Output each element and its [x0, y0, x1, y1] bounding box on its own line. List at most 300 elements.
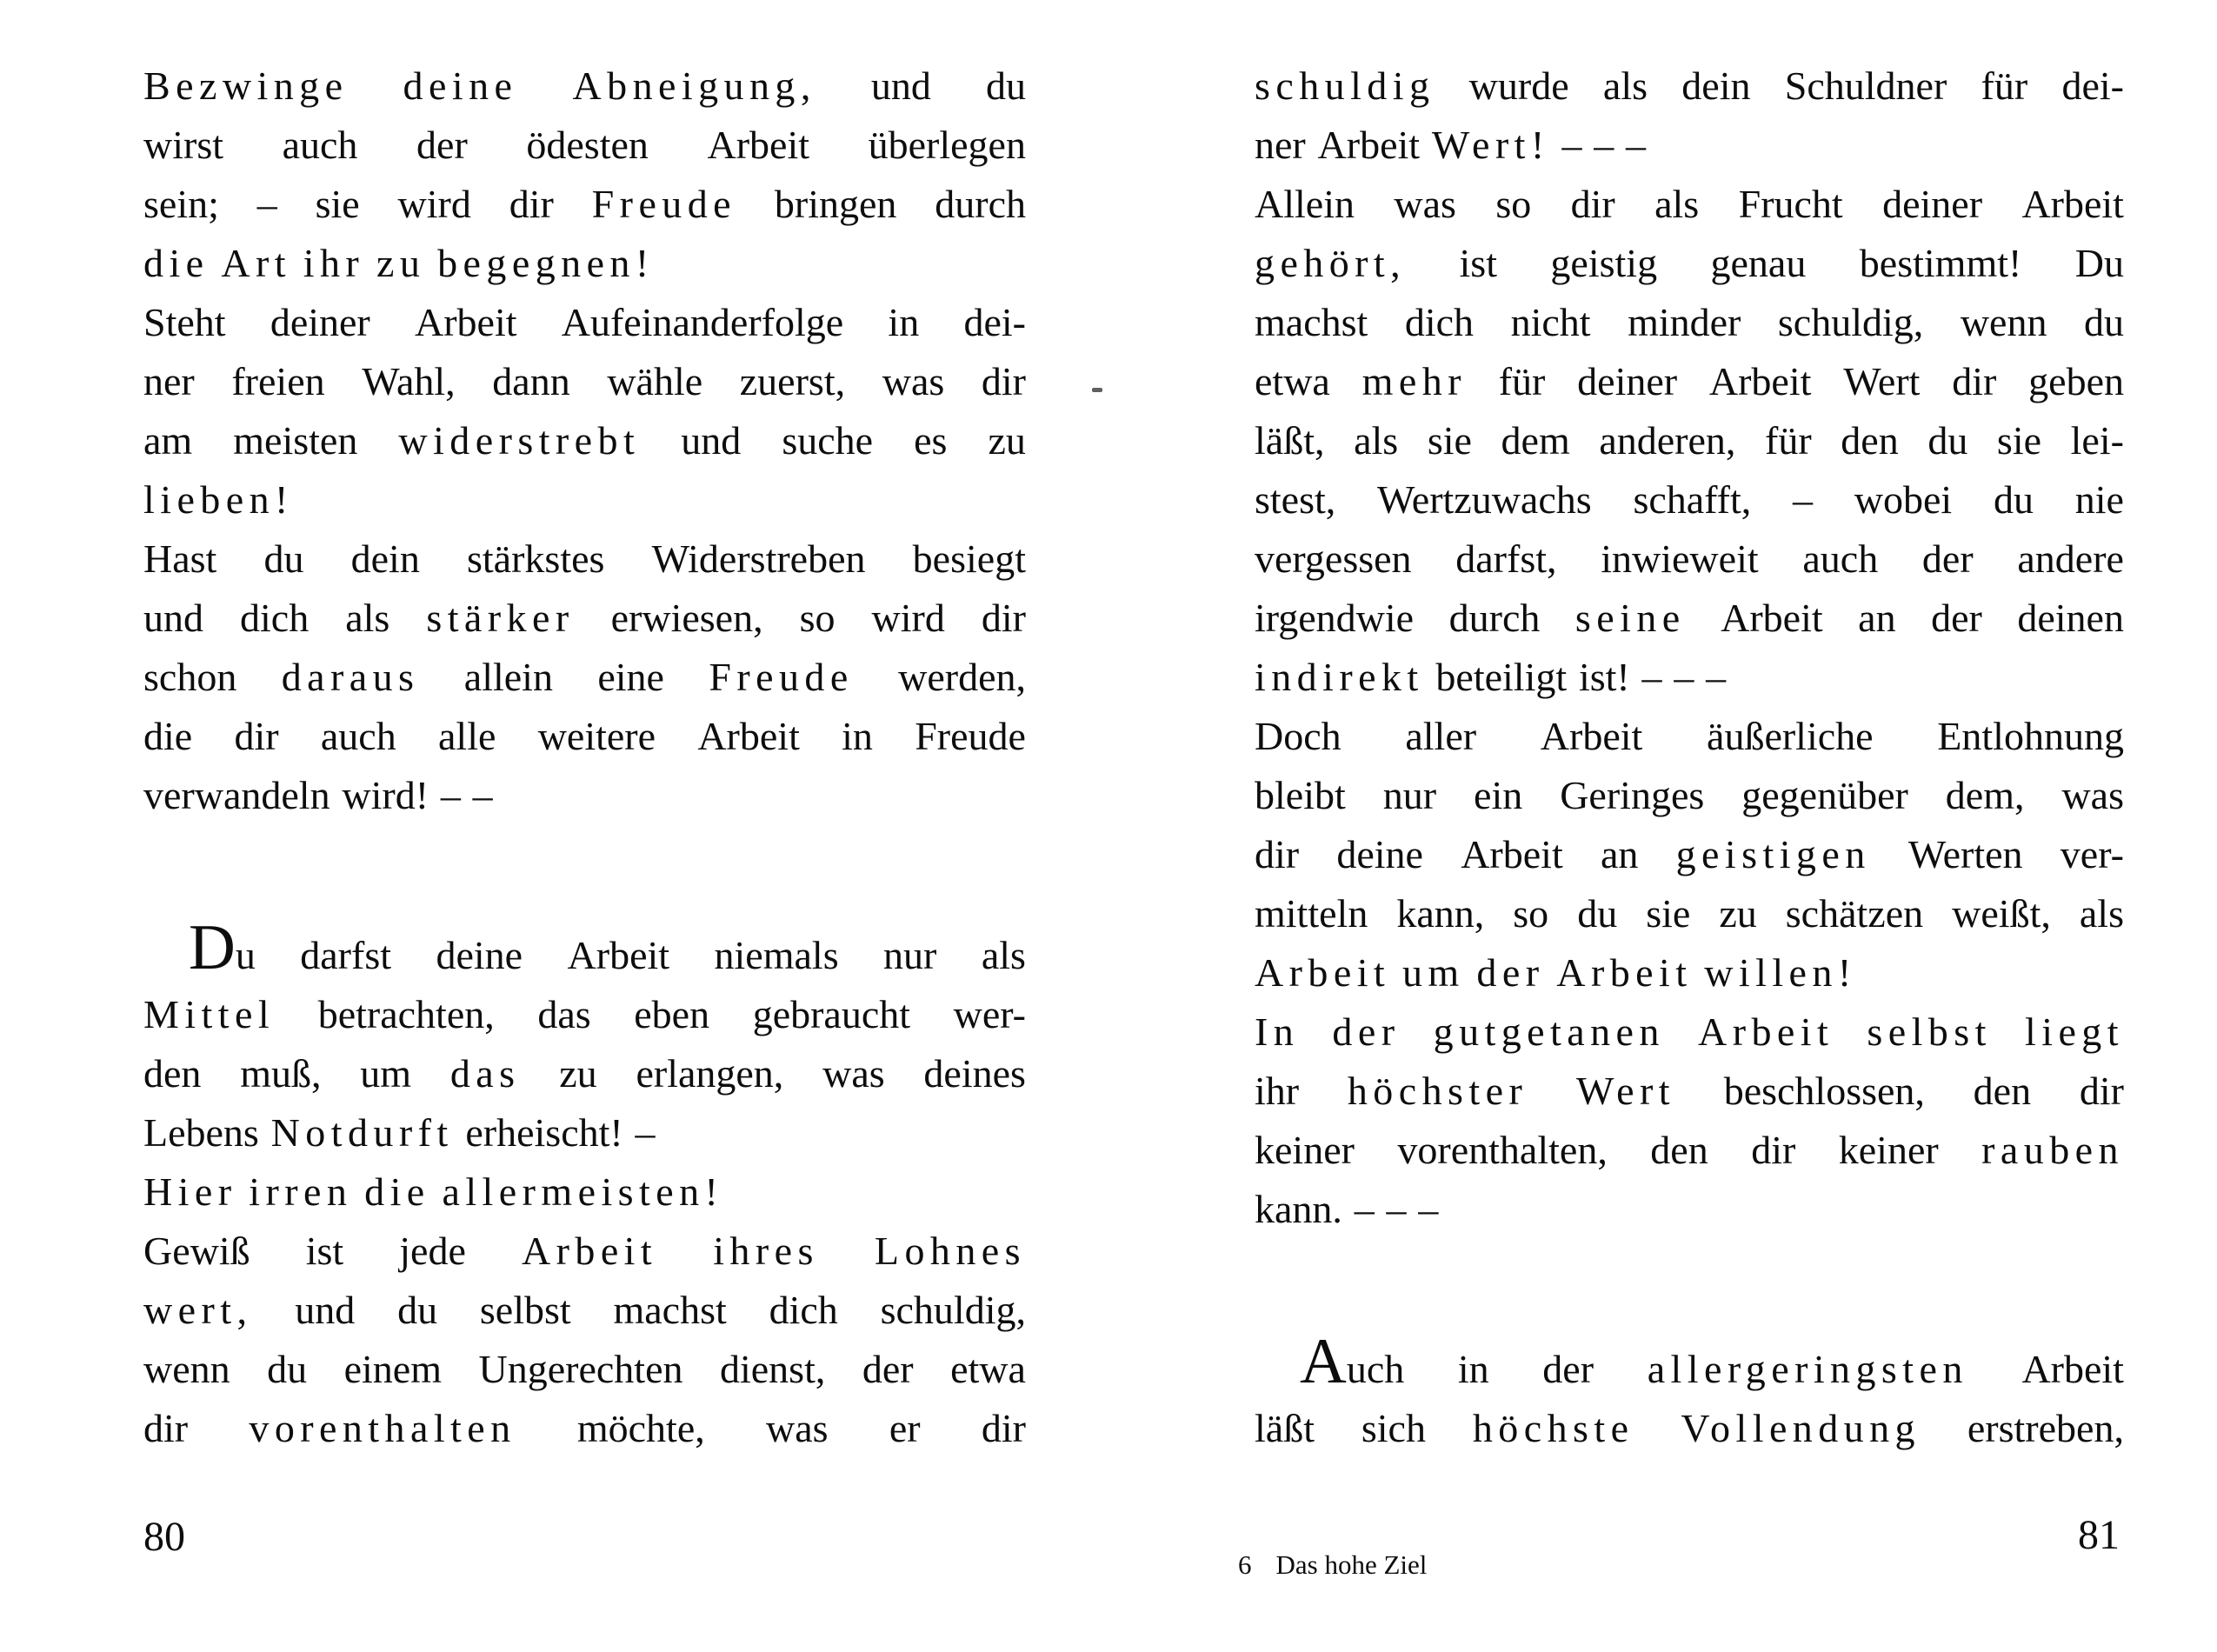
word: den: [143, 1051, 202, 1096]
word: –: [472, 773, 493, 817]
word: dei-: [963, 300, 1026, 344]
word: Auch: [1300, 1326, 1405, 1397]
word: darfst: [300, 933, 392, 977]
word: Bezwinge: [143, 63, 349, 108]
word: als: [345, 596, 390, 640]
enlarged-initial: A: [1300, 1326, 1347, 1397]
word: zu: [559, 1051, 597, 1096]
word: höchster: [1347, 1069, 1528, 1113]
word: ihr: [1255, 1069, 1300, 1113]
word: auch: [1802, 536, 1879, 581]
word: Allein: [1255, 182, 1355, 226]
word: Wertzuwachs: [1377, 477, 1592, 522]
word: beschlossen,: [1723, 1069, 1925, 1113]
word: was: [822, 1051, 885, 1096]
word: allermeisten!: [442, 1169, 724, 1214]
word: vorenthalten: [249, 1406, 516, 1450]
word: eben: [634, 992, 710, 1036]
text-line: [143, 1346, 1026, 1405]
word: nur: [883, 933, 937, 977]
word: widerstrebt: [398, 418, 641, 463]
word: du: [985, 63, 1026, 108]
word: Wert!: [1431, 123, 1550, 167]
word: sein;: [143, 182, 219, 226]
text-line: [1255, 299, 2124, 358]
word: besiegt: [912, 536, 1026, 581]
word: auch: [320, 714, 396, 758]
text-line: [1255, 1186, 2124, 1245]
word: dir: [1952, 359, 1997, 403]
word: du: [263, 536, 304, 581]
word: –: [1706, 655, 1727, 699]
word: alle: [438, 714, 496, 758]
word: minder: [1628, 300, 1741, 344]
word: gutgetanen: [1433, 1009, 1665, 1054]
word: was: [2061, 773, 2124, 817]
word: möchte,: [576, 1406, 705, 1450]
word: die: [364, 1169, 430, 1214]
word: nicht: [1510, 300, 1591, 344]
word: als: [2079, 891, 2124, 936]
text-line: [143, 595, 1026, 654]
word: dir: [509, 182, 554, 226]
word: deine: [403, 63, 518, 108]
word: lieben!: [143, 477, 294, 522]
word: irgendwie: [1255, 596, 1415, 640]
word: mehr: [1361, 359, 1467, 403]
word: Arbeit: [697, 714, 800, 758]
text-line: [1255, 536, 2124, 595]
word: dich: [1404, 300, 1475, 344]
word: dir: [1255, 832, 1300, 876]
word: für: [1981, 63, 2028, 108]
word: schon: [143, 655, 237, 699]
text-line: [1255, 417, 2124, 476]
text-line: [143, 772, 1026, 831]
word: Vollendung: [1681, 1406, 1921, 1450]
word: Wahl,: [362, 359, 456, 403]
text-line: [1255, 240, 2124, 299]
word: am: [143, 418, 193, 463]
word: –: [1354, 1187, 1375, 1231]
word: betrachten,: [317, 992, 495, 1036]
word: Arbeit: [1698, 1009, 1834, 1054]
word: vergessen: [1255, 536, 1412, 581]
word: –: [440, 773, 461, 817]
text-line: [1255, 1009, 2124, 1068]
word: den: [1650, 1128, 1708, 1172]
text-line: [143, 1109, 1026, 1169]
word: –: [1418, 1187, 1439, 1231]
word: liegt: [2025, 1009, 2124, 1054]
text-line: [1255, 1326, 2124, 1405]
word: das: [449, 1051, 521, 1096]
word: sie: [315, 182, 360, 226]
word: den: [1973, 1069, 2032, 1113]
text-line: [1255, 1127, 2124, 1186]
word: läßt: [1255, 1406, 1315, 1450]
word: keiner: [1838, 1128, 1939, 1172]
enlarged-initial: D: [189, 912, 236, 983]
word: wurde: [1468, 63, 1569, 108]
word: keiner: [1255, 1128, 1355, 1172]
word: äußerliche: [1707, 714, 1874, 758]
word: Aufeinanderfolge: [561, 300, 844, 344]
word: schätzen: [1785, 891, 1924, 936]
word: gebraucht: [752, 992, 911, 1036]
word: der: [1542, 1347, 1595, 1391]
word: als: [1602, 63, 1648, 108]
word: Werten: [1907, 832, 2023, 876]
word: Frucht: [1738, 182, 1843, 226]
word: wer-: [953, 992, 1026, 1036]
word: werden,: [898, 655, 1026, 699]
word: für: [1765, 418, 1812, 463]
word: selbst: [479, 1288, 571, 1332]
word: Freude: [591, 182, 737, 226]
word: kann,: [1396, 891, 1485, 936]
word: Steht: [143, 300, 226, 344]
text-line: [1255, 772, 2124, 831]
word: dir: [1570, 182, 1615, 226]
text-line: [143, 1050, 1026, 1109]
word: deinen: [2017, 596, 2124, 640]
word: –: [1626, 123, 1647, 167]
word: zu: [376, 241, 426, 285]
word: deine: [436, 933, 523, 977]
word: die: [143, 241, 210, 285]
word: an: [1858, 596, 1896, 640]
word: etwa: [950, 1347, 1026, 1391]
word: zu: [1719, 891, 1757, 936]
word: wenn: [143, 1347, 230, 1391]
word: Hast: [143, 536, 217, 581]
word: dir: [2079, 1069, 2124, 1113]
word: dir: [1751, 1128, 1796, 1172]
word: ist!: [1578, 655, 1630, 699]
word: Arbeit: [1255, 950, 1391, 995]
word: –: [635, 1110, 656, 1155]
word: höchste: [1472, 1406, 1634, 1450]
word: Geringes: [1560, 773, 1705, 817]
text-line: [143, 122, 1026, 181]
paragraph: [1255, 63, 2124, 1245]
text-line: [1255, 476, 2124, 536]
word: Arbeit: [521, 1229, 658, 1273]
word: willen!: [1704, 950, 1857, 995]
word: so: [1495, 182, 1532, 226]
word: so: [799, 596, 836, 640]
word: Arbeit: [1708, 359, 1812, 403]
word: deiner: [1882, 182, 1983, 226]
word: bestimmt!: [1859, 241, 2022, 285]
text-line: [1255, 831, 2124, 890]
word: muß,: [240, 1051, 322, 1096]
word: dir: [143, 1406, 189, 1450]
word: in: [842, 714, 873, 758]
text-line: [143, 713, 1026, 772]
paragraph: [143, 63, 1026, 831]
text-line: [1255, 1068, 2124, 1127]
word: wird!: [342, 773, 429, 817]
text-line: [1255, 1405, 2124, 1464]
word: gehört,: [1255, 241, 1407, 285]
word: dem,: [1945, 773, 2025, 817]
word: wert,: [143, 1288, 253, 1332]
word: weißt,: [1952, 891, 2051, 936]
word: Doch: [1255, 714, 1342, 758]
word: –: [256, 182, 277, 226]
word: ver-: [2060, 832, 2124, 876]
word: du: [397, 1288, 438, 1332]
word: Arbeit: [707, 123, 809, 167]
text-line: [143, 240, 1026, 299]
word: dann: [492, 359, 570, 403]
word: dir: [981, 1406, 1026, 1450]
word: der: [1931, 596, 1982, 640]
paragraph: [1255, 1326, 2124, 1464]
word: Wert: [1843, 359, 1921, 403]
text-line: [1255, 181, 2124, 240]
word: freien: [231, 359, 325, 403]
word: gegenüber: [1741, 773, 1908, 817]
word: seine: [1575, 596, 1686, 640]
text-line: [143, 299, 1026, 358]
word: –: [1793, 477, 1814, 522]
word: schafft,: [1633, 477, 1752, 522]
text-line: [143, 63, 1026, 122]
text-line: [143, 1405, 1026, 1464]
text-line: [143, 181, 1026, 240]
word: was: [882, 359, 945, 403]
word: vorenthalten,: [1397, 1128, 1608, 1172]
text-line: [1255, 654, 2124, 713]
word: was: [1394, 182, 1456, 226]
word: Gewiß: [143, 1229, 250, 1273]
word: der: [1332, 1009, 1401, 1054]
word: deine: [1336, 832, 1423, 876]
word: nie: [2074, 477, 2124, 522]
word: jede: [399, 1229, 466, 1273]
word: mitteln: [1255, 891, 1368, 936]
word: –: [1674, 655, 1694, 699]
text-line: [143, 536, 1026, 595]
word: schuldig: [1255, 63, 1435, 108]
word: läßt,: [1255, 418, 1325, 463]
word: ner: [1255, 123, 1306, 167]
word: selbst: [1867, 1009, 1992, 1054]
word: ödesten: [526, 123, 649, 167]
word: Arbeit: [2021, 182, 2124, 226]
word: dir: [981, 596, 1026, 640]
right-page-text: [1255, 63, 2124, 1464]
word: Hier: [143, 1169, 237, 1214]
text-line: [143, 1228, 1026, 1287]
word: auch: [282, 123, 358, 167]
word: dein: [350, 536, 420, 581]
word: deiner: [1577, 359, 1678, 403]
word: sie: [1646, 891, 1691, 936]
word: der: [862, 1347, 914, 1391]
paragraph: [143, 912, 1026, 1464]
word: sie: [1996, 418, 2042, 463]
ink-speck: [1092, 388, 1102, 392]
word: weitere: [537, 714, 656, 758]
word: Freude: [709, 655, 854, 699]
word: erstreben,: [1967, 1406, 2124, 1450]
word: Arbeit: [1556, 950, 1693, 995]
word: allergeringsten: [1647, 1347, 1968, 1391]
word: so: [1513, 891, 1549, 936]
word: Wert: [1575, 1069, 1675, 1113]
word: dein: [1681, 63, 1751, 108]
word: du: [1577, 891, 1618, 936]
word: erlangen,: [636, 1051, 784, 1096]
printers-signature: [1238, 1549, 1427, 1581]
word: erheischt!: [465, 1110, 623, 1155]
word: durch: [935, 182, 1026, 226]
word: sich: [1361, 1406, 1426, 1450]
word: In: [1255, 1009, 1300, 1054]
text-line: [1255, 890, 2124, 949]
word: beteiligt: [1435, 655, 1568, 699]
text-line: [143, 358, 1026, 417]
word: ein: [1474, 773, 1523, 817]
word: Ungerechten: [478, 1347, 683, 1391]
word: du: [2084, 300, 2124, 344]
word: dir: [981, 359, 1026, 403]
word: inwieweit: [1601, 536, 1759, 581]
word: Lebens: [143, 1110, 259, 1155]
word: allein: [463, 655, 553, 699]
text-line: [143, 654, 1026, 713]
word: das: [537, 992, 591, 1036]
word: du: [1927, 418, 1968, 463]
signature-mark: 6: [1238, 1549, 1252, 1580]
word: in: [888, 300, 920, 344]
word: darfst,: [1455, 536, 1557, 581]
word: meisten: [233, 418, 358, 463]
word: dienst,: [719, 1347, 826, 1391]
word: als: [1354, 418, 1399, 463]
word: Arbeit: [1540, 714, 1643, 758]
word: Arbeit: [1317, 123, 1421, 167]
text-line: [1255, 949, 2124, 1009]
word: eine: [597, 655, 664, 699]
word: und: [143, 596, 203, 640]
left-page-number: 80: [143, 1514, 185, 1560]
word: zu: [988, 418, 1026, 463]
word: begegnen!: [437, 241, 655, 285]
word: ner: [143, 359, 195, 403]
word: daraus: [281, 655, 420, 699]
word: suche: [782, 418, 874, 463]
word: ist: [1459, 241, 1497, 285]
word: für: [1498, 359, 1546, 403]
word: Arbeit: [567, 933, 670, 977]
word: schuldig,: [1777, 300, 1924, 344]
word: und: [295, 1288, 356, 1332]
word: in: [1457, 1347, 1489, 1391]
word: dich: [240, 596, 310, 640]
word: Mittel: [143, 992, 276, 1036]
word: du: [267, 1347, 308, 1391]
word: stest,: [1255, 477, 1336, 522]
word: bleibt: [1255, 773, 1346, 817]
word: Du: [189, 912, 256, 983]
word: du: [1993, 477, 2034, 522]
word: um: [1401, 950, 1465, 995]
word: deiner: [270, 300, 370, 344]
word: als: [981, 933, 1026, 977]
text-line: [143, 1169, 1026, 1228]
word: dir: [234, 714, 279, 758]
word: deines: [923, 1051, 1026, 1096]
word: Entlohnung: [1937, 714, 2124, 758]
word: erwiesen,: [610, 596, 763, 640]
word: dei-: [2061, 63, 2124, 108]
word: wirst: [143, 123, 223, 167]
word: genau: [1710, 241, 1807, 285]
word: –: [1594, 123, 1614, 167]
word: was: [766, 1406, 829, 1450]
text-line: [1255, 713, 2124, 772]
word: an: [1600, 832, 1639, 876]
word: wobei: [1854, 477, 1953, 522]
word: ihres: [713, 1229, 819, 1273]
word: –: [1561, 123, 1582, 167]
text-line: [1255, 63, 2124, 122]
right-page-number: 81: [2078, 1512, 2120, 1558]
word: sie: [1427, 418, 1472, 463]
word: als: [1654, 182, 1700, 226]
word: die: [143, 714, 193, 758]
word: bringen: [774, 182, 897, 226]
word: der: [1921, 536, 1974, 581]
word: ist: [305, 1229, 344, 1273]
word: verwandeln: [143, 773, 330, 817]
word: es: [914, 418, 948, 463]
word: Lohnes: [874, 1229, 1026, 1273]
word: geistig: [1550, 241, 1658, 285]
word: um: [360, 1051, 412, 1096]
word: Freude: [915, 714, 1026, 758]
word: Widerstreben: [651, 536, 866, 581]
word: dem: [1501, 418, 1570, 463]
word: indirekt: [1255, 655, 1424, 699]
word: kann.: [1255, 1187, 1342, 1231]
text-line: [1255, 595, 2124, 654]
left-page-text: [143, 63, 1026, 1464]
word: Schuldner: [1784, 63, 1947, 108]
word: Arbeit: [1461, 832, 1563, 876]
word: wird: [397, 182, 471, 226]
word: schuldig,: [880, 1288, 1026, 1332]
word: aller: [1405, 714, 1477, 758]
text-line: [1255, 122, 2124, 181]
word: geben: [2028, 359, 2124, 403]
word: stärker: [426, 596, 575, 640]
word: wird: [871, 596, 945, 640]
text-line: [143, 991, 1026, 1050]
text-line: [143, 912, 1026, 991]
word: andere: [2017, 536, 2124, 581]
word: ihr: [303, 241, 365, 285]
word: Art: [221, 241, 291, 285]
word: nur: [1382, 773, 1437, 817]
word: –: [1386, 1187, 1407, 1231]
word: anderen,: [1599, 418, 1736, 463]
